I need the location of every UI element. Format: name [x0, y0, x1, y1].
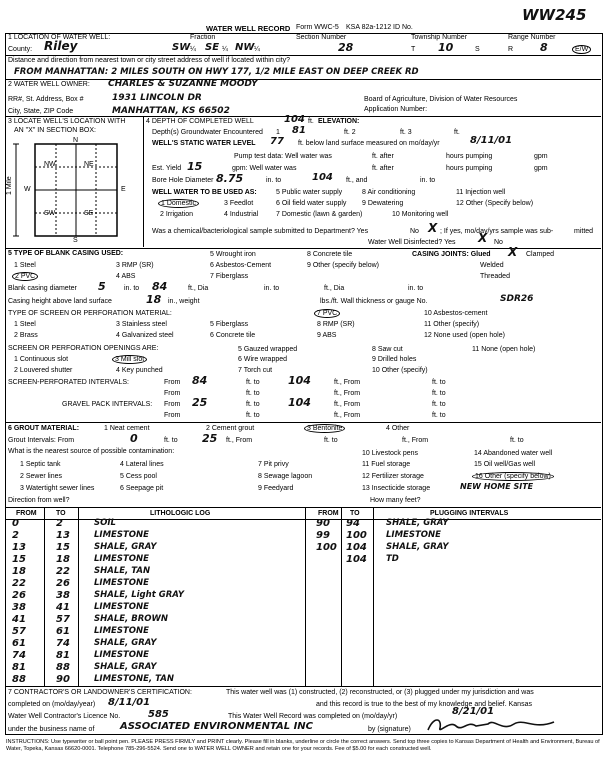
use-option[interactable]: 8 Air conditioning: [362, 189, 416, 196]
pump-hours: hours pumping: [446, 153, 493, 160]
joints-mark: X: [508, 245, 518, 259]
screen-mat-option[interactable]: 9 ABS: [317, 332, 337, 339]
gpi-label: GRAVEL PACK INTERVALS:: [62, 401, 153, 408]
log-description: LIMESTONE: [94, 650, 149, 660]
log-description: SHALE, TAN: [94, 566, 151, 576]
use-option[interactable]: 2 Irrigation: [160, 211, 194, 218]
static-tail: ft. below land surface measured on mo/day/yr: [298, 140, 440, 147]
log-from: 100: [316, 542, 337, 553]
log-from-header: FROM: [16, 510, 37, 517]
spi-ft-to: ft. to: [246, 379, 260, 386]
grout-option[interactable]: 4 Other: [386, 425, 410, 432]
log-description: TD: [386, 554, 399, 564]
log-to: 100: [346, 530, 367, 541]
gw-1: 1: [276, 129, 280, 136]
log-to: 104: [346, 542, 367, 553]
blank-to-value: 84: [152, 280, 168, 293]
depth-value: 104: [284, 114, 305, 125]
contam-option[interactable]: 11 Fuel storage: [362, 461, 411, 468]
blank-in-to-2: in. to: [264, 285, 280, 292]
distance-value: FROM MANHATTAN: 2 MILES SOUTH ON HWY 177, 1/2 MILE EAST ON DEEP CREEK RD: [14, 67, 419, 77]
contam-option[interactable]: 8 Sewage lagoon: [258, 473, 313, 480]
s1-label: 1 LOCATION OF WATER WELL:: [8, 34, 111, 41]
contam-option[interactable]: 12 Fertilizer storage: [362, 473, 424, 480]
log-from: 74: [12, 650, 26, 661]
howmany-label: How many feet?: [370, 497, 421, 504]
casing-option[interactable]: 7 Fiberglass: [210, 273, 249, 280]
contam-option[interactable]: 13 Insecticide storage: [362, 485, 431, 492]
casing-option[interactable]: 5 Wrought iron: [210, 251, 256, 258]
depth-label: 4 DEPTH OF COMPLETED WELL: [146, 118, 254, 125]
distance-label: Distance and direction from nearest town or city street address of well if located within city?: [8, 57, 291, 64]
contam-option[interactable]: 6 Seepage pit: [120, 485, 164, 492]
depth-ft: ft.: [308, 118, 314, 125]
log-description: LIMESTONE: [386, 530, 441, 540]
spi-ftc: ft., From: [334, 379, 361, 386]
casing-option[interactable]: 3 RMP (SR): [116, 262, 154, 269]
s7-text2: and this record is true to the best of my knowledge and belief. Kansas: [316, 701, 532, 708]
log-to: 90: [56, 674, 70, 685]
log-from: 22: [12, 578, 26, 589]
divider: [341, 508, 342, 686]
static-date: 8/11/01: [470, 135, 513, 146]
spi-ft-to-3: ft. to: [246, 390, 260, 397]
log-description: SHALE, GRAY: [94, 542, 157, 552]
screen-mat-label: TYPE OF SCREEN OR PERFORATION MATERIAL:: [8, 310, 172, 317]
log-description: LIMESTONE: [94, 626, 149, 636]
log-from-header-2: FROM: [318, 510, 339, 517]
log-from: 61: [12, 638, 26, 649]
section-label: Section Number: [296, 34, 347, 41]
corner-id: WW245: [522, 6, 587, 24]
chem-no-mark: X: [428, 221, 438, 235]
blank-dia-value: 5: [98, 280, 106, 293]
business-label: under the business name of: [8, 726, 95, 733]
ht-label: Casing height above land surface: [8, 298, 112, 305]
use-option[interactable]: 7 Domestic (lawn & garden): [276, 211, 363, 218]
use-option[interactable]: 11 Injection well: [456, 189, 506, 196]
spi-from-value: 84: [192, 374, 208, 387]
casing-option[interactable]: 2 PVC: [12, 272, 38, 281]
log-from: 15: [12, 554, 26, 565]
screen-mat-option[interactable]: 12 None used (open hole): [424, 332, 505, 339]
log-plug-header: PLUGGING INTERVALS: [430, 510, 509, 517]
grout-ft-to: ft. to: [164, 437, 178, 444]
contam-option[interactable]: 7 Pit privy: [258, 461, 289, 468]
opening-option[interactable]: 11 None (open hole): [472, 346, 536, 353]
spi-label: SCREEN-PERFORATED INTERVALS:: [8, 379, 129, 386]
screen-mat-option[interactable]: 2 Brass: [14, 332, 38, 339]
form-number: Form WWC-5: [296, 24, 339, 31]
log-description: LIMESTONE: [94, 554, 149, 564]
yield-ft-after: ft. after: [372, 165, 394, 172]
contam-option[interactable]: 14 Abandoned water well: [474, 450, 553, 457]
spi-from-label-2: From: [164, 390, 181, 397]
grout-ftc: ft., From: [226, 437, 253, 444]
quad-sw: SW: [44, 210, 56, 217]
divider: [305, 508, 306, 686]
yield-gpm: gpm: [534, 165, 548, 172]
divider: [5, 79, 601, 80]
log-description: SHALE, BROWN: [94, 614, 168, 624]
opening-option[interactable]: 1 Continuous slot: [14, 356, 69, 363]
opening-option[interactable]: 10 Other (specify): [372, 367, 428, 374]
gauge-value: SDR26: [500, 294, 534, 304]
contam-option[interactable]: 4 Lateral lines: [120, 461, 164, 468]
gw-value: 81: [292, 125, 306, 136]
disinfect-question: Water Well Disinfected? Yes: [368, 239, 456, 246]
casing-option[interactable]: 8 Concrete tile: [307, 251, 353, 258]
township-s: S: [475, 46, 480, 53]
log-description: LIMESTONE: [94, 578, 149, 588]
chem-no: No: [410, 228, 419, 235]
static-value: 77: [270, 136, 284, 147]
log-from: 41: [12, 614, 26, 625]
owner-value: CHARLES & SUZANNE MOODY: [108, 79, 258, 89]
yield-value: 15: [187, 160, 203, 173]
s7-label: 7 CONTRACTOR'S OR LANDOWNER'S CERTIFICATION:: [8, 689, 192, 696]
log-description: SHALE, GRAY: [386, 542, 449, 552]
divider: [143, 117, 144, 247]
log-to: 61: [56, 626, 70, 637]
address-label: RR#, St. Address, Box #: [8, 96, 84, 103]
spi-ft-to-2: ft. to: [432, 379, 446, 386]
blank-ft-dia: ft., Dia: [188, 285, 209, 292]
gw-3: ft. 3: [400, 129, 412, 136]
q-unit-3: ¼: [254, 46, 260, 53]
fraction-label: Fraction: [190, 34, 216, 41]
blank-in-to-3: in. to: [408, 285, 424, 292]
compass-s: S: [73, 237, 78, 244]
opening-option[interactable]: 9 Drilled holes: [372, 356, 417, 363]
contam-option[interactable]: 2 Sewer lines: [20, 473, 63, 480]
quad-se: SE: [84, 210, 94, 217]
gpi-from-value: 25: [192, 396, 208, 409]
screen-mat-option[interactable]: 6 Concrete tile: [210, 332, 256, 339]
opening-option[interactable]: 6 Wire wrapped: [238, 356, 288, 363]
signature-label: by (signature): [368, 726, 411, 733]
city-value: MANHATTAN, KS 66502: [112, 106, 230, 116]
quad-ne: NE: [84, 161, 94, 168]
log-description: SHALE, GRAY: [94, 638, 157, 648]
direction-label: Direction from well?: [8, 497, 70, 504]
mile-label: 1 Mile: [6, 176, 13, 195]
id-no-label: ID No.: [393, 24, 413, 31]
grout-option[interactable]: 1 Neat cement: [104, 425, 150, 432]
screen-mat-option[interactable]: 4 Galvanized steel: [116, 332, 174, 339]
casing-option[interactable]: 4 ABS: [116, 273, 136, 280]
screen-mat-option[interactable]: 11 Other (specify): [424, 321, 480, 328]
use-option[interactable]: 6 Oil field water supply: [276, 200, 347, 207]
grout-ft-to-2: ft. to: [324, 437, 338, 444]
screen-mat-option[interactable]: 5 Fiberglass: [210, 321, 249, 328]
range-ew: E/W: [572, 45, 591, 54]
yield-label: Est. Yield: [152, 165, 182, 172]
opening-option[interactable]: 5 Gauzed wrapped: [238, 346, 298, 353]
log-description: SHALE, GRAY: [386, 518, 449, 528]
log-to: 38: [56, 590, 70, 601]
s3-label: 3 LOCATE WELL'S LOCATION WITH: [8, 118, 126, 125]
q-unit-2: ¼: [222, 46, 228, 53]
log-to-header: TO: [56, 510, 66, 517]
log-to: 57: [56, 614, 70, 625]
joints-threaded: Threaded: [480, 273, 510, 280]
log-description: LIMESTONE: [94, 602, 149, 612]
log-to: 22: [56, 566, 70, 577]
county-label: County:: [8, 46, 33, 53]
township-t: T: [411, 46, 416, 53]
bore-and: ft., and: [346, 177, 368, 184]
contam-option[interactable]: 3 Watertight sewer lines: [20, 485, 95, 492]
pump-label: Pump test data: Well water was: [234, 153, 332, 160]
ht-lbs: lbs./ft. Wall thickness or gauge No.: [320, 298, 428, 305]
bore-label: Bore Hole Diameter: [152, 177, 214, 184]
s3-label2: AN "X" IN SECTION BOX:: [14, 127, 96, 134]
joints-welded: Welded: [480, 262, 504, 269]
grout-ft-to-3: ft. to: [510, 437, 524, 444]
static-label: WELL'S STATIC WATER LEVEL: [152, 140, 256, 147]
log-from: 90: [316, 518, 330, 529]
completed-label: completed on (mo/day/year): [8, 701, 96, 708]
log-from: 81: [12, 662, 26, 673]
log-from: 26: [12, 590, 26, 601]
blank-in-to: in. to: [124, 285, 140, 292]
opening-option[interactable]: 3 Mill slot: [112, 355, 147, 364]
log-to: 15: [56, 542, 70, 553]
log-description: LIMESTONE, TAN: [94, 674, 174, 684]
quarter-2: SE: [205, 42, 220, 53]
screen-mat-option[interactable]: 3 Stainless steel: [116, 321, 167, 328]
contam-option[interactable]: 9 Feedyard: [258, 485, 294, 492]
log-description: LIMESTONE: [94, 530, 149, 540]
contam-label: What is the nearest source of possible contamination:: [8, 448, 175, 455]
spi-ft-to-4: ft. to: [432, 390, 446, 397]
license-label: Water Well Contractor's Licence No.: [8, 713, 121, 720]
log-description: SOIL: [94, 518, 116, 528]
range-r: R: [508, 46, 514, 53]
board-label: Board of Agriculture, Division of Water Resources: [364, 96, 518, 103]
elevation-label: ELEVATION:: [318, 118, 360, 125]
yield-unit: gpm: Well water was: [232, 165, 297, 172]
log-from: 88: [12, 674, 26, 685]
log-to: 81: [56, 650, 70, 661]
disinfect-no: No: [494, 239, 503, 246]
app-no-label: Application Number:: [364, 106, 428, 113]
gpi-ft-to-2: ft. to: [432, 401, 446, 408]
ksa-ref: KSA 82a-1212: [346, 24, 392, 31]
screen-mat-option[interactable]: 1 Steel: [14, 321, 36, 328]
bore-to-value: 104: [312, 172, 333, 183]
city-label: City, State, ZIP Code: [8, 108, 74, 115]
log-to: 18: [56, 554, 70, 565]
opening-option[interactable]: 7 Torch cut: [238, 367, 273, 374]
bore-in-to2: in. to: [420, 177, 436, 184]
log-from: 13: [12, 542, 26, 553]
q-unit-1: ¼: [190, 46, 196, 53]
range-label: Range Number: [508, 34, 556, 41]
address-value: 1931 LINCOLN DR: [112, 93, 202, 103]
pump-gpm: gpm: [534, 153, 548, 160]
joints-label: CASING JOINTS: Glued: [412, 251, 491, 258]
contam-option[interactable]: 10 Livestock pens: [362, 450, 419, 457]
log-from: 57: [12, 626, 26, 637]
log-to: 104: [346, 554, 367, 565]
gpi-from-label-2: From: [164, 412, 181, 419]
signature: [424, 714, 564, 736]
s6-label: 6 GROUT MATERIAL:: [8, 425, 80, 432]
casing-option[interactable]: 1 Steel: [14, 262, 36, 269]
gw-2: ft. 2: [344, 129, 356, 136]
log-to: 94: [346, 518, 360, 529]
license-value: 585: [148, 709, 169, 720]
section-value: 28: [338, 41, 354, 54]
quarter-1: SW: [172, 42, 191, 53]
chem-question: Was a chemical/bacteriological sample submitted to Department? Yes: [152, 228, 369, 235]
ht-tail: in., weight: [168, 298, 200, 305]
grout-option[interactable]: 3 Bentonite: [304, 424, 345, 433]
use-option[interactable]: 9 Dewatering: [362, 200, 404, 207]
gw-label: Depth(s) Groundwater Encountered: [152, 129, 263, 136]
township-label: Township Number: [411, 34, 468, 41]
quad-nw: NW: [44, 161, 56, 168]
use-option[interactable]: 12 Other (Specify below): [456, 200, 534, 207]
compass-e: E: [121, 186, 126, 193]
log-description: SHALE, Light GRAY: [94, 590, 184, 600]
spi-to-value: 104: [288, 374, 311, 387]
log-from: 99: [316, 530, 330, 541]
log-from: 38: [12, 602, 26, 613]
divider: [5, 507, 601, 508]
contam-option[interactable]: 5 Cess pool: [120, 473, 157, 480]
log-to: 88: [56, 662, 70, 673]
blank-ft-dia-2: ft., Dia: [324, 285, 345, 292]
township-value: 10: [438, 41, 454, 54]
s7-text1: This water well was (1) constructed, (2) reconstructed, or (3) plugged under my jurisdiction and was: [226, 689, 534, 696]
screen-mat-option[interactable]: 7 PVC: [314, 309, 340, 318]
business-value: ASSOCIATED ENVIRONMENTAL INC: [120, 721, 314, 732]
gpi-to-value: 104: [288, 396, 311, 409]
gpi-ftc: ft., From: [334, 401, 361, 408]
gw-ft: ft.: [454, 129, 460, 136]
log-to-header-2: TO: [350, 510, 360, 517]
opening-option[interactable]: 4 Key punched: [116, 367, 163, 374]
opening-option[interactable]: 8 Saw cut: [372, 346, 403, 353]
ht-value: 18: [146, 293, 162, 306]
spi-ftc-2: ft., From: [334, 390, 361, 397]
log-to: 13: [56, 530, 70, 541]
gpi-ft-to-3: ft. to: [246, 412, 260, 419]
use-option[interactable]: 4 Industrial: [224, 211, 259, 218]
screen-mat-option[interactable]: 8 RMP (SR): [317, 321, 355, 328]
log-description: SHALE, GRAY: [94, 662, 157, 672]
gpi-ft-to-4: ft. to: [432, 412, 446, 419]
s2-label: 2 WATER WELL OWNER:: [8, 81, 90, 88]
use-option[interactable]: 3 Feedlot: [224, 200, 254, 207]
pump-ft-after: ft. after: [372, 153, 394, 160]
log-from: 18: [12, 566, 26, 577]
log-to: 26: [56, 578, 70, 589]
chem-mitted: mitted: [574, 228, 594, 235]
gpi-ftc-2: ft., From: [334, 412, 361, 419]
use-label: WELL WATER TO BE USED AS:: [152, 189, 257, 196]
log-from: 2: [12, 530, 19, 541]
contam-option[interactable]: 1 Septic tank: [20, 461, 61, 468]
log-to: 74: [56, 638, 70, 649]
spi-from-label: From: [164, 379, 181, 386]
chem-tail: ; If yes, mo/day/yrs sample was sub-: [440, 228, 554, 235]
openings-label: SCREEN OR PERFORATION OPENINGS ARE:: [8, 345, 159, 352]
gpi-from-label: From: [164, 401, 181, 408]
divider: [44, 508, 45, 686]
divider: [5, 55, 601, 56]
log-litho-header: LITHOLOGIC LOG: [150, 510, 211, 517]
bore-value: 8.75: [216, 172, 244, 185]
completed-value: 8/11/01: [108, 697, 151, 708]
s5-label: 5 TYPE OF BLANK CASING USED:: [8, 250, 124, 257]
bore-in-to: in. to: [266, 177, 282, 184]
instructions: INSTRUCTIONS: Use typewriter or ball point pen. PLEASE PRESS FIRMLY and PRINT clearly. Please fill in blanks, underline or circle the correct answers. Send top three copies to Kansas Department of Health and Environment, Bureau of Water, Topeka, Kansas 66620-0001. Telephone 785-296-5524. Send one to WATER WELL OWNER and retain one for your records. Fee of $5.00 for each constructed well.: [6, 739, 600, 752]
grout-option[interactable]: 2 Cement grout: [206, 425, 255, 432]
form-title: WATER WELL RECORD: [206, 24, 291, 33]
log-to: 41: [56, 602, 70, 613]
divider: [5, 686, 601, 687]
quarter-3: NW: [235, 42, 255, 53]
log-from: 0: [12, 518, 19, 529]
range-value: 8: [540, 41, 548, 54]
gpi-ft-to: ft. to: [246, 401, 260, 408]
disinfect-mark: X: [478, 231, 488, 245]
casing-option[interactable]: 6 Asbestos-Cement: [210, 262, 272, 269]
divider: [373, 508, 374, 686]
completed2-value: 8/21/01: [452, 706, 495, 717]
grout-ftc-2: ft., From: [402, 437, 429, 444]
grout-to-value: 25: [202, 432, 218, 445]
use-option[interactable]: 10 Monitoring well: [392, 211, 449, 218]
other-contam-value: NEW HOME SITE: [460, 482, 534, 491]
s7-text3: This Water Well Record was completed on (mo/day/yr): [228, 713, 398, 720]
compass-w: W: [24, 186, 31, 193]
log-to: 2: [56, 518, 63, 529]
yield-hours: hours pumping: [446, 165, 493, 172]
contam-option[interactable]: 16 Other (specify below): [472, 472, 554, 481]
county-value: Riley: [44, 39, 78, 53]
divider: [5, 422, 601, 423]
use-option[interactable]: 1 Domestic: [158, 199, 199, 208]
grout-intervals-label: Grout Intervals: From: [8, 437, 75, 444]
contam-option[interactable]: 15 Oil well/Gas well: [474, 461, 536, 468]
blank-dia-label: Blank casing diameter: [8, 285, 77, 292]
opening-option[interactable]: 2 Louvered shutter: [14, 367, 73, 374]
casing-option[interactable]: 9 Other (specify below): [307, 262, 379, 269]
divider: [78, 508, 79, 686]
grout-from-value: 0: [130, 432, 138, 445]
screen-mat-option[interactable]: 10 Asbestos-cement: [424, 310, 488, 317]
use-option[interactable]: 5 Public water supply: [276, 189, 343, 196]
compass-n: N: [73, 137, 79, 144]
joints-clamped: Clamped: [526, 251, 555, 258]
